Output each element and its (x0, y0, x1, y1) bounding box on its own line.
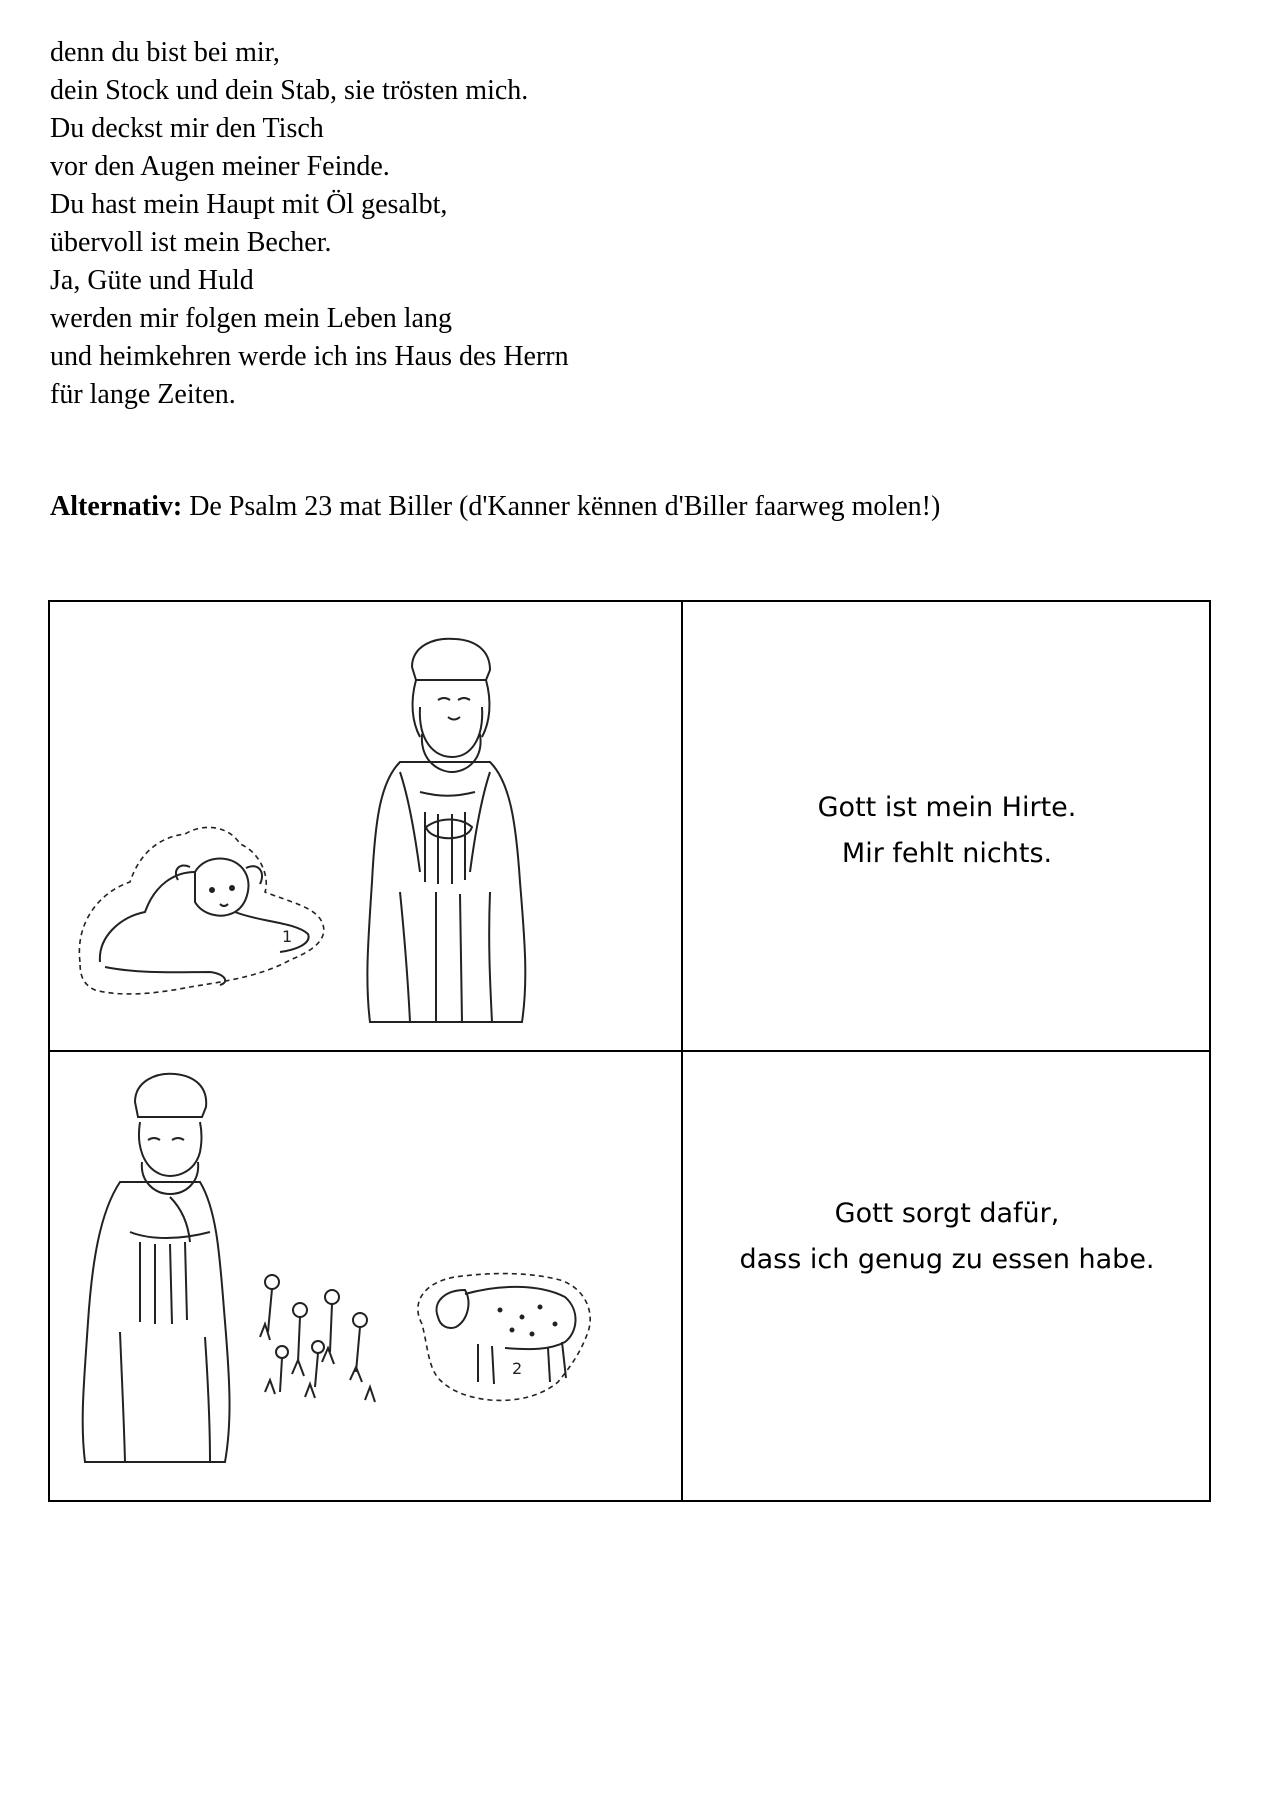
psalm-line: übervoll ist mein Becher. (50, 227, 332, 258)
alternative-label: Alternativ: (50, 491, 183, 522)
psalm-line: Ja, Güte und Huld (50, 265, 254, 296)
svg-text:2: 2 (512, 1359, 523, 1378)
psalm-text (50, 34, 569, 414)
caption-line: Mir fehlt nichts. (841, 838, 1053, 869)
alternative-text: De Psalm 23 mat Biller (d'Kanner kënnen d'Biller faarweg molen!) (182, 491, 941, 522)
alternative-note (50, 491, 940, 523)
table-divider-horizontal (50, 1050, 1209, 1052)
psalm-line: werden mir folgen mein Leben lang (50, 303, 452, 334)
psalm-line: dein Stock und dein Stab, sie trösten mich. (50, 75, 529, 106)
panel2-caption (683, 1191, 1211, 1283)
psalm-line: für lange Zeiten. (50, 379, 236, 410)
psalm-line: denn du bist bei mir, (50, 37, 280, 68)
panel2-illustration (60, 1062, 670, 1492)
svg-text:1: 1 (282, 927, 293, 946)
caption-line: Gott ist mein Hirte. (817, 792, 1077, 823)
sheep-lying-icon (79, 827, 323, 994)
caption-line: dass ich genug zu essen habe. (739, 1244, 1155, 1275)
shepherd-icon (83, 1074, 230, 1462)
psalm-line: vor den Augen meiner Feinde. (50, 151, 390, 182)
flowers-icon (260, 1275, 375, 1402)
panel1-caption (683, 785, 1211, 877)
coloring-table (48, 600, 1211, 1502)
psalm-line: und heimkehren werde ich ins Haus des Herrn (50, 341, 569, 372)
panel1-illustration (60, 622, 670, 1042)
caption-line: Gott sorgt dafür, (834, 1198, 1060, 1229)
psalm-line: Du hast mein Haupt mit Öl gesalbt, (50, 189, 448, 220)
psalm-line: Du deckst mir den Tisch (50, 113, 324, 144)
sheep-grazing-icon (418, 1274, 590, 1401)
shepherd-icon (367, 639, 525, 1022)
